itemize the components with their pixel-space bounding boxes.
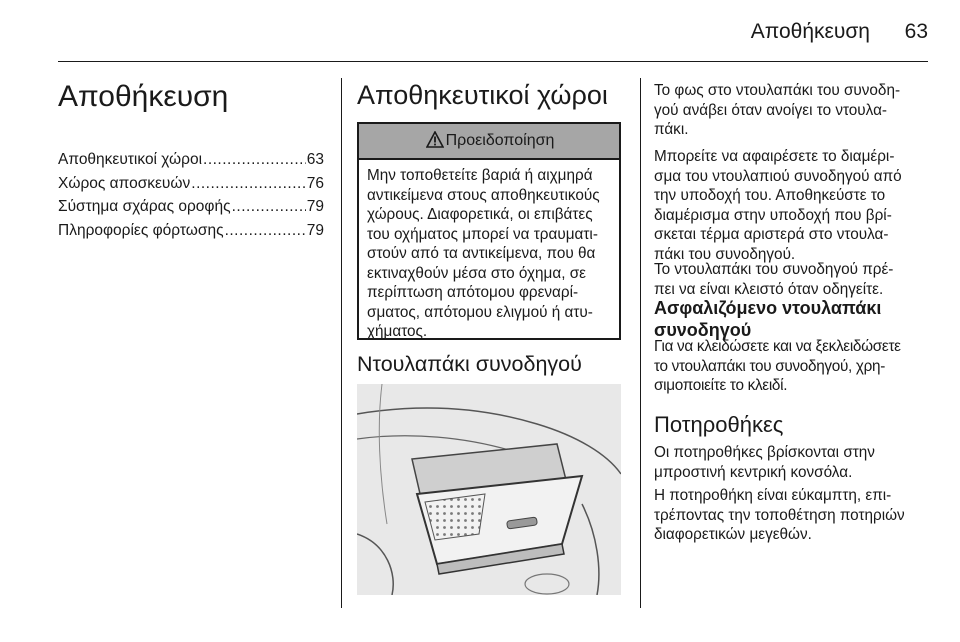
toc-entry[interactable]	[58, 222, 324, 240]
glovebox-title: Ντουλαπάκι συνοδηγού	[357, 352, 582, 376]
column-divider	[640, 78, 641, 608]
text-line: Η ποτηροθήκη είναι εύκαμπτη, επι-	[654, 487, 892, 504]
warning-text	[367, 166, 619, 342]
text-line: σκεται τέρμα αριστερά στο ντουλα-	[654, 226, 889, 244]
running-header-title: Αποθήκευση	[750, 20, 870, 43]
text-line: πει να είναι κλειστό όταν οδηγείτε.	[654, 280, 884, 298]
glovebox-illustration	[357, 384, 621, 595]
text-line: πάκι του συνοδηγού.	[654, 245, 796, 263]
text-line: σιμοποιείτε το κλειδί.	[654, 377, 788, 395]
text-line: την υποδοχή του. Αποθηκεύστε το	[654, 187, 886, 205]
page-number: 63	[904, 20, 928, 43]
toc-page: 76	[306, 175, 324, 192]
text-line: Μην τοποθετείτε βαριά ή αιχμηρά	[367, 167, 593, 184]
toc-label: Πληροφορίες φόρτωσης	[58, 222, 224, 239]
paragraph	[654, 260, 934, 299]
text-line: πάκι.	[654, 121, 689, 139]
subsection-title	[654, 297, 934, 341]
text-line: αντικείμενα στους αποθηκευτικούς	[367, 186, 600, 204]
toc-entry[interactable]	[58, 151, 324, 169]
toc-label: Αποθηκευτικοί χώροι	[58, 151, 203, 168]
toc-page: 79	[306, 198, 324, 215]
paragraph	[654, 147, 934, 265]
warning-box	[357, 122, 621, 340]
text-line: εκτιναχθούν μέσα στο όχημα, σε	[367, 264, 586, 282]
toc-label: Χώρος αποσκευών	[58, 175, 191, 192]
text-line: διαμέρισμα στην υποδοχή που βρί-	[654, 206, 892, 224]
title-line: συνοδηγού	[654, 320, 752, 340]
toc-leader	[191, 175, 305, 193]
paragraph	[654, 486, 934, 545]
chapter-title: Αποθήκευση	[58, 80, 229, 113]
text-line: διαφορετικών μεγεθών.	[654, 526, 812, 544]
title-line: Ασφαλιζόμενο ντουλαπάκι	[654, 298, 882, 318]
text-line: χώρους. Διαφορετικά, οι επιβάτες	[367, 206, 593, 223]
text-line: τρέποντας την τοποθέτηση ποτηριών	[654, 506, 905, 524]
text-line: Οι ποτηροθήκες βρίσκονται στην	[654, 444, 875, 461]
section-title: Αποθηκευτικοί χώροι	[357, 80, 608, 110]
paragraph	[654, 443, 934, 482]
toc-page: 63	[306, 151, 324, 168]
text-line: Για να κλειδώσετε και να ξεκλειδώσετε	[654, 338, 901, 355]
text-line: το ντουλαπάκι του συνοδηγού, χρη-	[654, 357, 886, 375]
text-line: Το φως στο ντουλαπάκι του συνοδη-	[654, 82, 901, 99]
toc-label: Σύστημα σχάρας οροφής	[58, 198, 231, 215]
toc-leader	[203, 151, 306, 169]
paragraph	[654, 337, 934, 396]
text-line: του οχήματος μπορεί να τραυματι-	[367, 225, 598, 243]
warning-heading: Προειδοποίηση	[445, 132, 555, 149]
toc-entry[interactable]	[58, 175, 324, 193]
toc-page: 79	[306, 222, 324, 239]
text-line: χήματος.	[367, 323, 428, 340]
toc-entry[interactable]	[58, 198, 324, 216]
toc-leader	[225, 222, 306, 240]
text-line: Μπορείτε να αφαιρέσετε το διαμέρι-	[654, 148, 895, 165]
text-line: σματος, απότομου ελιγμού ή ατυ-	[367, 303, 593, 321]
text-line: σμα του ντουλαπιού συνοδηγού από	[654, 167, 902, 185]
warning-header	[359, 124, 619, 160]
text-line: Το ντουλαπάκι του συνοδηγού πρέ-	[654, 261, 894, 278]
text-line: γού ανάβει όταν ανοίγει το ντουλα-	[654, 101, 888, 119]
toc-leader	[232, 198, 306, 216]
header-rule	[58, 61, 928, 62]
cupholders-title: Ποτηροθήκες	[654, 412, 784, 437]
text-line: στούν από τα αντικείμενα, που θα	[367, 245, 596, 262]
text-line: περίπτωση απότομου φρεναρί-	[367, 284, 579, 301]
text-line: μπροστινή κεντρική κονσόλα.	[654, 463, 853, 481]
column-divider	[341, 78, 342, 608]
paragraph	[654, 81, 934, 140]
warning-triangle-icon	[424, 124, 446, 158]
